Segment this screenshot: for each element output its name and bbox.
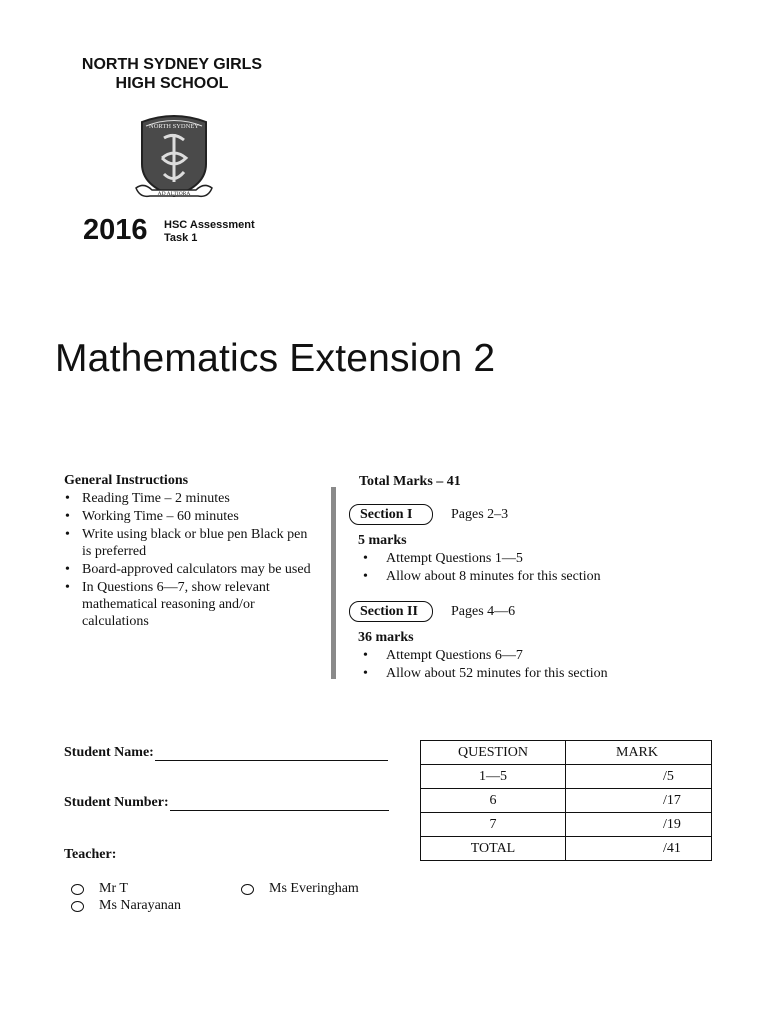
instruction-item: • Write using black or blue pen Black pen is preferred xyxy=(64,526,314,560)
section-1-marks: 5 marks xyxy=(358,533,407,548)
teacher-option-ms-narayanan[interactable] xyxy=(71,898,181,914)
vertical-divider xyxy=(331,487,336,679)
section-2-marks: 36 marks xyxy=(358,630,414,645)
task-label-line1: HSC Assessment xyxy=(164,219,255,231)
section-1-row xyxy=(349,504,669,525)
table-cell-question: 6 xyxy=(421,789,566,813)
section-2-pages: Pages 4—6 xyxy=(451,604,516,619)
section-1-item: • Attempt Questions 1—5 xyxy=(358,550,669,567)
section-2-item: • Attempt Questions 6—7 xyxy=(358,647,669,664)
school-crest-logo xyxy=(134,112,214,204)
section-1-label: Section I xyxy=(349,504,433,525)
general-instructions xyxy=(64,472,314,631)
student-name-field[interactable] xyxy=(64,745,388,761)
section-2-label: Section II xyxy=(349,601,433,622)
student-name-line[interactable] xyxy=(155,747,388,761)
instruction-item: • Working Time – 60 minutes xyxy=(64,508,314,525)
section-info xyxy=(349,473,669,682)
exam-title: Mathematics Extension 2 xyxy=(55,337,496,380)
section-1-item: • Allow about 8 minutes for this section xyxy=(358,568,669,585)
teacher-option-label: Ms Narayanan xyxy=(99,898,182,913)
radio-circle-icon[interactable] xyxy=(241,884,254,895)
instruction-item: • Board-approved calculators may be used xyxy=(64,561,314,578)
teacher-option-mr-t[interactable] xyxy=(71,881,128,897)
school-name-line1: NORTH SYDNEY GIRLS xyxy=(81,56,263,73)
table-cell-question: 1—5 xyxy=(421,765,566,789)
table-header-row xyxy=(421,741,712,765)
student-number-field[interactable] xyxy=(64,795,389,811)
table-row xyxy=(421,789,712,813)
table-header-mark: MARK xyxy=(566,741,712,765)
section-1-pages: Pages 2–3 xyxy=(451,507,509,522)
task-label-line2: Task 1 xyxy=(164,232,198,244)
student-number-label: Student Number: xyxy=(64,795,169,810)
section-2-item: • Allow about 52 minutes for this section xyxy=(358,665,669,682)
section-2-row xyxy=(349,601,669,622)
table-row xyxy=(421,813,712,837)
student-number-line[interactable] xyxy=(170,797,389,811)
teacher-option-ms-everingham[interactable] xyxy=(241,881,359,897)
radio-circle-icon[interactable] xyxy=(71,884,84,895)
table-cell-mark: /41 xyxy=(566,837,712,861)
student-name-label: Student Name: xyxy=(64,745,154,760)
table-cell-mark: /5 xyxy=(566,765,712,789)
teacher-option-label: Ms Everingham xyxy=(269,881,359,896)
radio-circle-icon[interactable] xyxy=(71,901,84,912)
table-row xyxy=(421,765,712,789)
year: 2016 xyxy=(83,214,148,246)
table-cell-question: TOTAL xyxy=(421,837,566,861)
general-instructions-heading: General Instructions xyxy=(64,473,189,488)
table-cell-mark: /19 xyxy=(566,813,712,837)
teacher-label: Teacher: xyxy=(64,847,117,862)
teacher-option-label: Mr T xyxy=(99,881,128,896)
instruction-item: • Reading Time – 2 minutes xyxy=(64,490,314,507)
task-label xyxy=(164,219,255,245)
instruction-item: • In Questions 6—7, show relevant mathematical reasoning and/or calculations xyxy=(64,579,314,630)
table-cell-question: 7 xyxy=(421,813,566,837)
svg-text:NORTH SYDNEY: NORTH SYDNEY xyxy=(149,123,199,130)
table-header-question: QUESTION xyxy=(421,741,566,765)
table-row xyxy=(421,837,712,861)
school-name-line2: HIGH SCHOOL xyxy=(115,75,229,92)
svg-text:AD ALTIORA: AD ALTIORA xyxy=(157,191,191,197)
table-cell-mark: /17 xyxy=(566,789,712,813)
school-name xyxy=(62,55,282,93)
total-marks: Total Marks – 41 xyxy=(359,474,461,489)
marks-table xyxy=(420,740,712,861)
